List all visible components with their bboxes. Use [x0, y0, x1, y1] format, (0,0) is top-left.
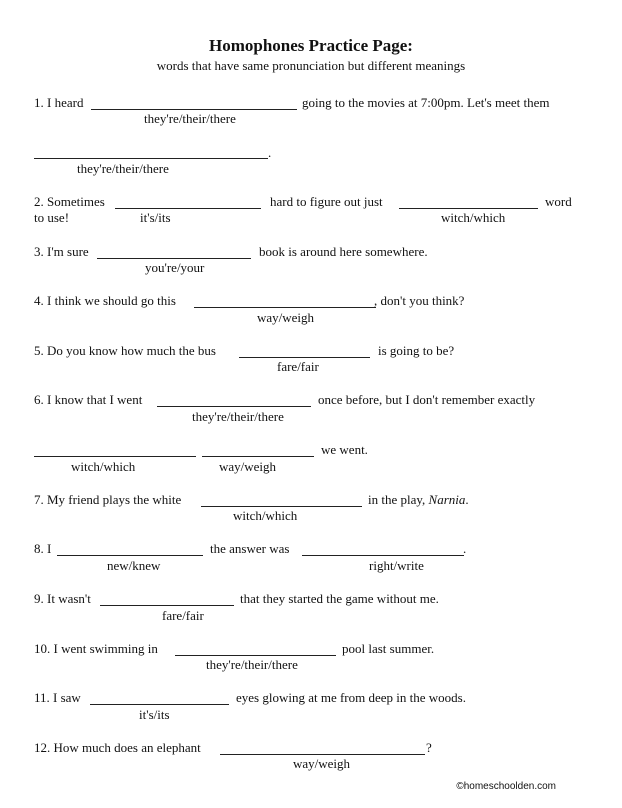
answer-blank-1b[interactable]	[34, 158, 268, 159]
question-2-text-b: hard to figure out just	[270, 194, 383, 209]
question-5-text-a: 5. Do you know how much the bus	[34, 343, 216, 358]
hint-1a: they're/their/there	[144, 111, 236, 126]
question-11-text-b: eyes glowing at me from deep in the woods.	[236, 690, 466, 705]
question-9-text-a: 9. It wasn't	[34, 591, 91, 606]
question-3-text-a: 3. I'm sure	[34, 244, 89, 259]
question-12-text-b: ?	[426, 740, 432, 755]
answer-blank-4a[interactable]	[194, 307, 376, 308]
hint-6a: they're/their/there	[192, 409, 284, 424]
hint-3a: you're/your	[145, 260, 205, 275]
hint-12a: way/weigh	[293, 756, 351, 771]
question-10-text-a: 10. I went swimming in	[34, 641, 158, 656]
answer-blank-8b[interactable]	[302, 555, 464, 556]
question-10-text-b: pool last summer.	[342, 641, 435, 656]
question-2-text-a: 2. Sometimes	[34, 194, 105, 209]
answer-blank-5a[interactable]	[239, 357, 370, 358]
question-5-text-b: is going to be?	[378, 343, 455, 358]
question-8-text-a: 8. I	[34, 541, 52, 556]
question-8-text-c: .	[463, 541, 467, 556]
answer-blank-6b[interactable]	[34, 456, 196, 457]
question-6-text-b: once before, but I don't remember exactly	[318, 392, 536, 407]
question-7-text-b: in the play, Narnia.	[368, 492, 469, 507]
answer-blank-8a[interactable]	[57, 555, 203, 556]
hint-5a: fare/fair	[277, 359, 319, 374]
hint-11a: it's/its	[139, 707, 170, 722]
question-1-text-a: 1. I heard	[34, 95, 84, 110]
hint-10a: they're/their/there	[206, 657, 298, 672]
question-3-text-b: book is around here somewhere.	[259, 244, 428, 259]
italic-title-narnia: Narnia	[428, 492, 466, 507]
question-1-text-c: .	[268, 145, 272, 160]
question-2-text-c: word	[545, 194, 572, 209]
question-4-text-a: 4. I think we should go this	[34, 293, 176, 308]
question-12-text-a: 12. How much does an elephant	[34, 740, 201, 755]
answer-blank-10a[interactable]	[175, 655, 336, 656]
hint-2a: it's/its	[140, 210, 171, 225]
question-7-text-a: 7. My friend plays the white	[34, 492, 182, 507]
question-4-text-b: , don't you think?	[374, 293, 465, 308]
answer-blank-9a[interactable]	[100, 605, 234, 606]
hint-6c: way/weigh	[219, 459, 277, 474]
hint-2b: witch/which	[441, 210, 506, 225]
page-subtitle: words that have same pronunciation but different meanings	[156, 58, 466, 73]
page-title: Homophones Practice Page:	[209, 36, 413, 55]
question-9-text-b: that they started the game without me.	[240, 591, 439, 606]
copyright-footer: ©homeschoolden.com	[456, 781, 556, 792]
question-11-text-a: 11. I saw	[34, 690, 81, 705]
answer-blank-1a[interactable]	[91, 109, 297, 110]
answer-blank-12a[interactable]	[220, 754, 425, 755]
answer-blank-3a[interactable]	[97, 258, 251, 259]
answer-blank-2b[interactable]	[399, 208, 538, 209]
hint-1b: they're/their/there	[77, 161, 169, 176]
hint-4a: way/weigh	[257, 310, 315, 325]
question-1-text-b: going to the movies at 7:00pm. Let's meet them	[302, 95, 550, 110]
hint-9a: fare/fair	[162, 608, 204, 623]
question-8-text-b: the answer was	[210, 541, 290, 556]
answer-blank-7a[interactable]	[201, 506, 362, 507]
hint-8a: new/knew	[107, 558, 161, 573]
hint-6b: witch/which	[71, 459, 136, 474]
answer-blank-2a[interactable]	[115, 208, 261, 209]
answer-blank-6a[interactable]	[157, 406, 311, 407]
answer-blank-11a[interactable]	[90, 704, 229, 705]
question-6-text-c: we went.	[321, 442, 368, 457]
answer-blank-6c[interactable]	[202, 456, 314, 457]
hint-7a: witch/which	[233, 508, 298, 523]
hint-8b: right/write	[369, 558, 424, 573]
question-2-text-d: to use!	[34, 210, 70, 225]
question-6-text-a: 6. I know that I went	[34, 392, 143, 407]
